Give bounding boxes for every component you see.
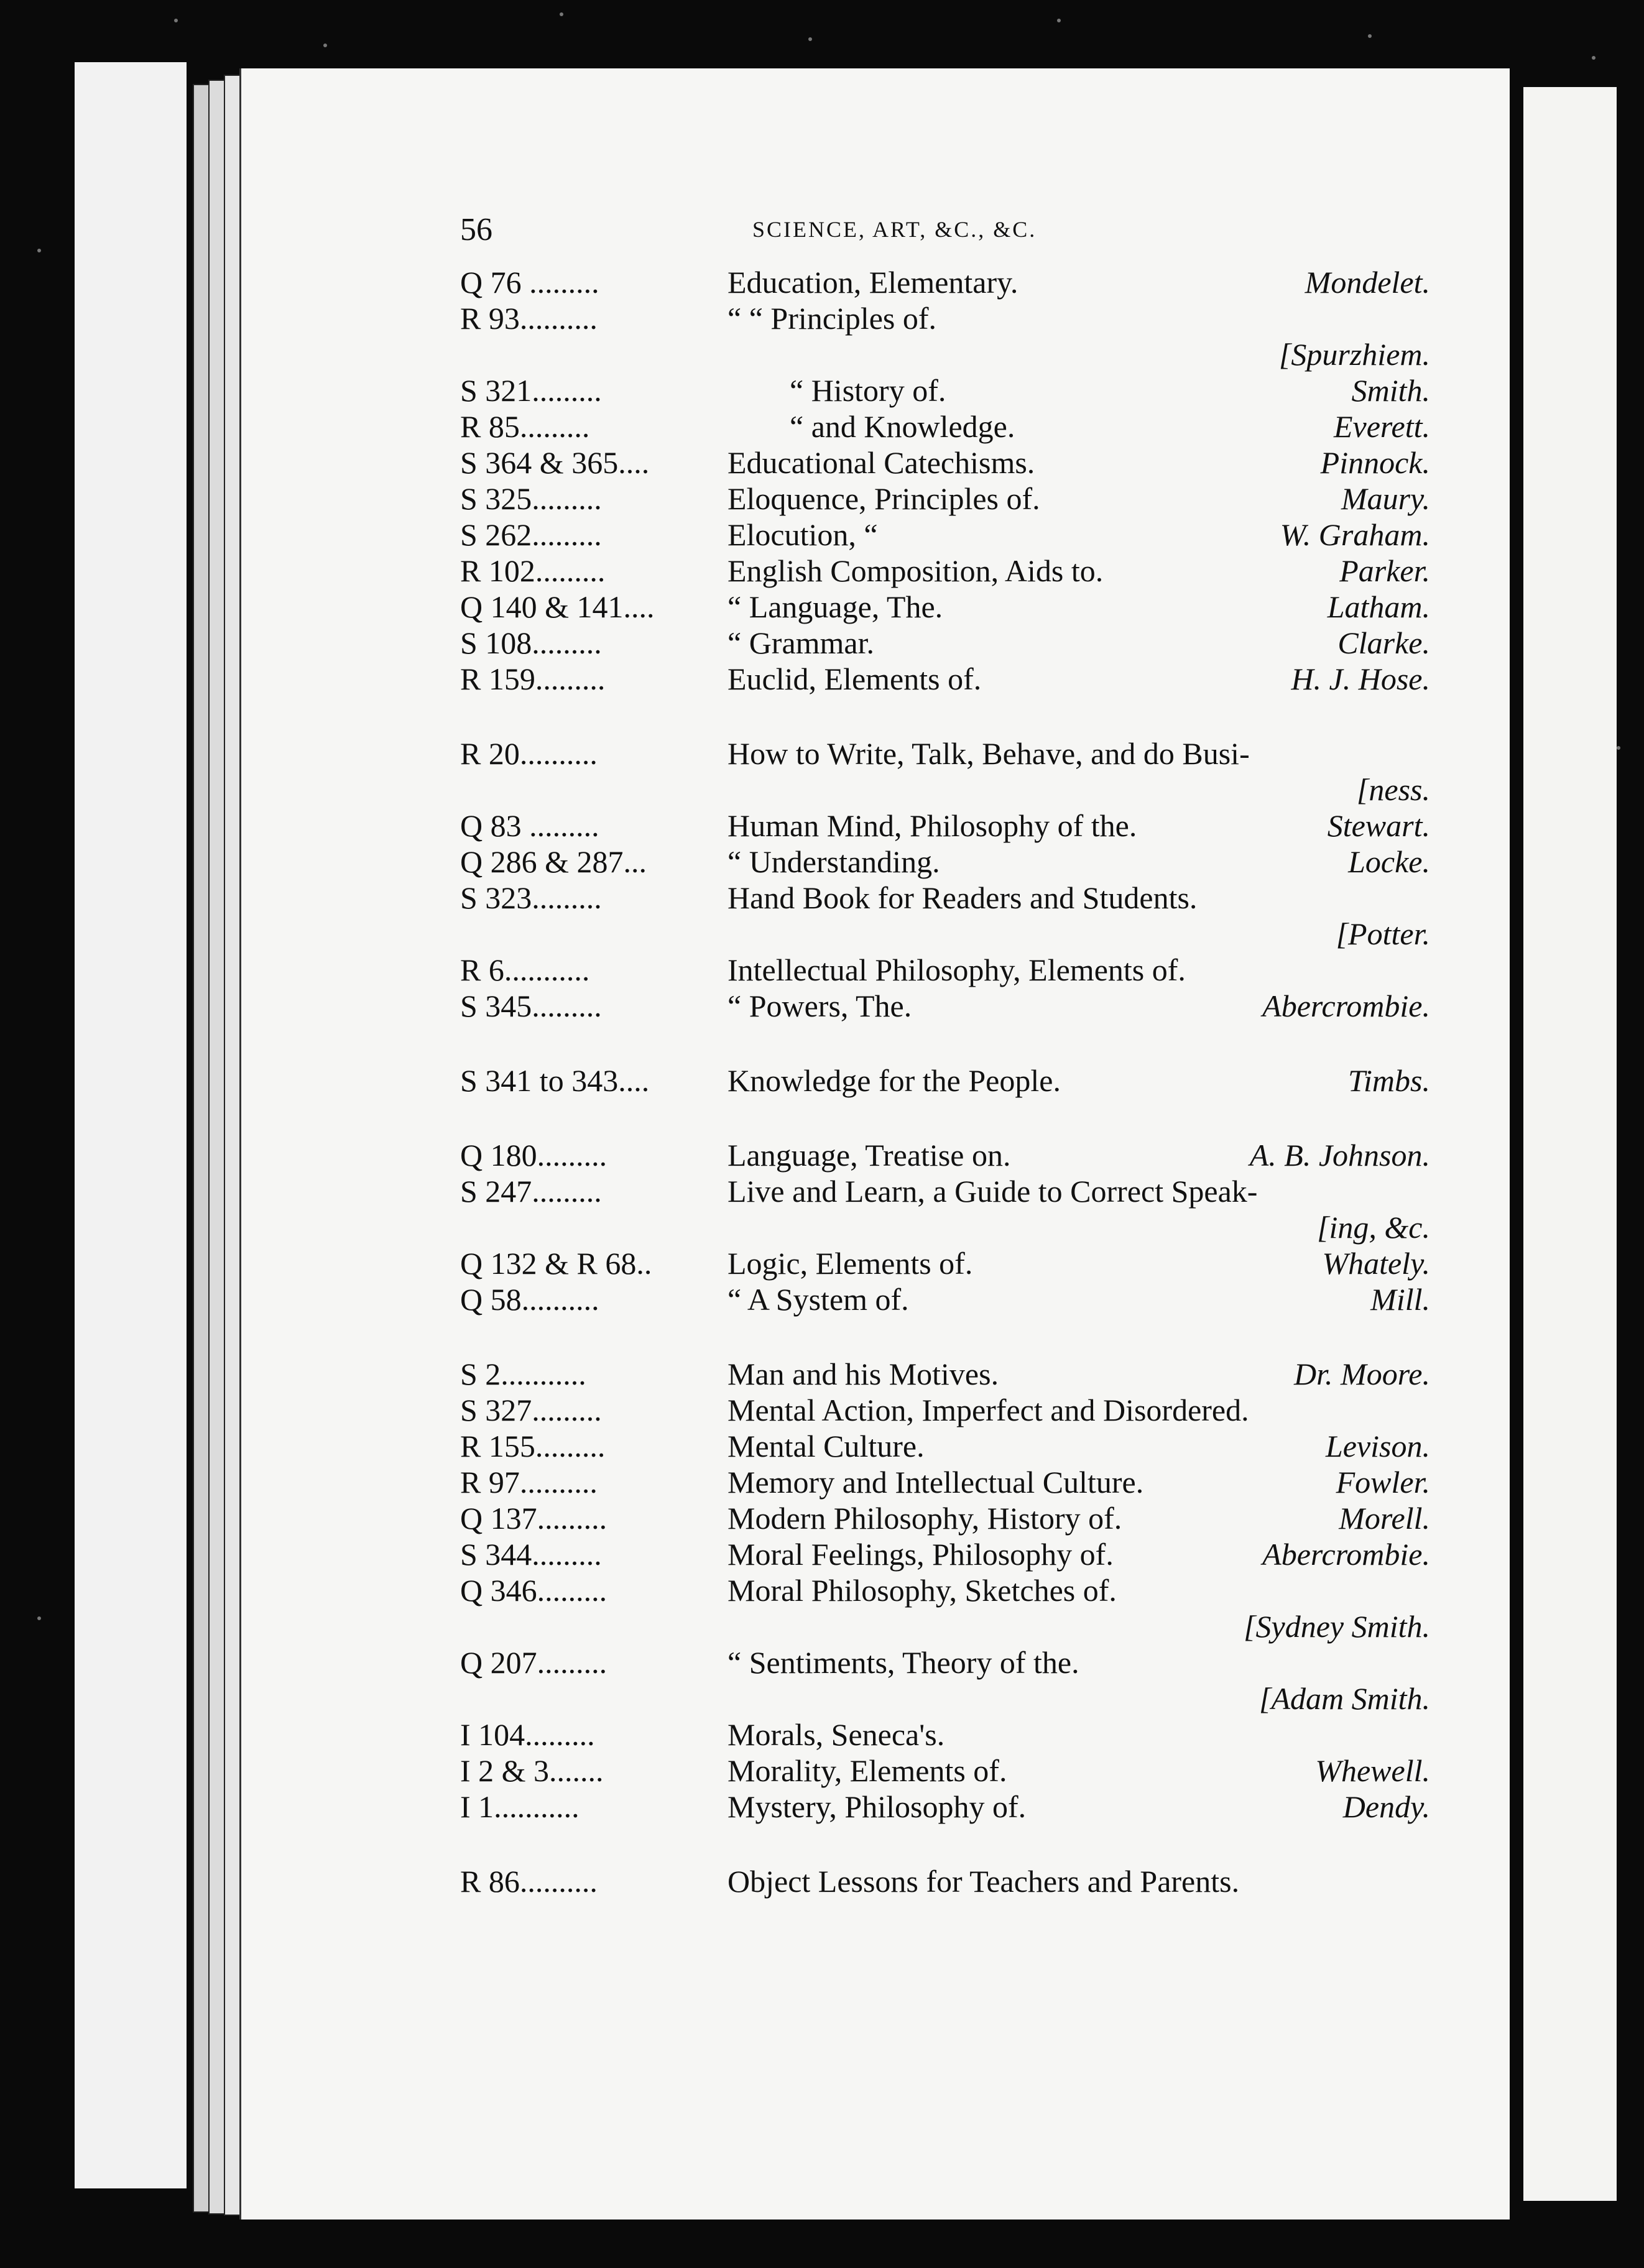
scan-speck — [1592, 56, 1596, 60]
entry-title: Human Mind, Philosophy of the. — [727, 808, 1137, 843]
entry-title: Intellectual Philosophy, Elements of. — [727, 952, 1186, 987]
entry-title: Hand Book for Readers and Students. — [727, 880, 1198, 915]
shelf-code: I 2 & 3....... — [460, 1753, 604, 1788]
shelf-code: R 85......... — [460, 409, 590, 444]
entry-title: Moral Feelings, Philosophy of. — [727, 1537, 1114, 1572]
catalogue-entry — [460, 1428, 1430, 1464]
entry-continuation: [Adam Smith. — [1259, 1681, 1430, 1716]
catalogue-entry — [460, 1572, 1430, 1644]
entry-title: “ and Knowledge. — [790, 409, 1015, 444]
entry-continuation: [ness. — [1356, 772, 1430, 807]
entry-author: Latham. — [1327, 589, 1430, 624]
catalogue-entry — [460, 1392, 1430, 1428]
catalogue-entry — [460, 517, 1430, 553]
catalogue-entry — [460, 1536, 1430, 1572]
entry-title: Logic, Elements of. — [727, 1246, 973, 1281]
entry-title: Knowledge for the People. — [727, 1063, 1061, 1098]
catalogue-entry — [460, 1245, 1430, 1281]
entry-title: “ Powers, The. — [727, 989, 912, 1023]
entry-author: Smith. — [1351, 373, 1430, 408]
shelf-code: S 247......... — [460, 1174, 602, 1209]
entry-author: Abercrombie. — [1262, 989, 1430, 1023]
shelf-code: I 104......... — [460, 1717, 595, 1752]
entry-author: Dr. Moore. — [1294, 1357, 1430, 1391]
entry-title: “ A System of. — [727, 1282, 909, 1317]
catalogue-entry — [460, 1356, 1430, 1392]
shelf-code: R 86.......... — [460, 1864, 598, 1899]
shelf-code: S 323......... — [460, 880, 602, 915]
entry-author: Abercrombie. — [1262, 1537, 1430, 1572]
scan-speck — [323, 44, 327, 47]
entry-title: “ “ Principles of. — [727, 301, 937, 336]
entry-continuation: [Spurzhiem. — [1278, 337, 1430, 372]
shelf-code: Q 346......... — [460, 1573, 607, 1608]
shelf-code: S 344......... — [460, 1537, 602, 1572]
entry-author: Whately. — [1322, 1246, 1430, 1281]
entry-title: Mystery, Philosophy of. — [727, 1789, 1027, 1824]
shelf-code: R 155......... — [460, 1429, 606, 1464]
catalogue-entry — [460, 1063, 1430, 1099]
catalogue-entry — [460, 625, 1430, 661]
catalogue-entry — [460, 481, 1430, 517]
entry-title: Man and his Motives. — [727, 1357, 999, 1391]
catalogue-entry — [460, 1863, 1430, 1899]
catalogue-entry — [460, 1753, 1430, 1789]
page-number: 56 — [460, 212, 492, 247]
shelf-code: S 2........... — [460, 1357, 586, 1391]
catalogue-entry — [460, 553, 1430, 589]
page-header — [460, 211, 1393, 255]
shelf-code: R 20.......... — [460, 736, 598, 771]
catalogue-entry — [460, 1173, 1430, 1245]
entry-title: Moral Philosophy, Sketches of. — [727, 1573, 1117, 1608]
entry-title: Live and Learn, a Guide to Correct Speak- — [727, 1174, 1258, 1209]
shelf-code: Q 286 & 287... — [460, 844, 647, 879]
catalogue-entry — [460, 589, 1430, 625]
entry-title: “ Understanding. — [727, 844, 940, 879]
shelf-code: Q 132 & R 68.. — [460, 1246, 652, 1281]
entry-title: Modern Philosophy, History of. — [727, 1501, 1122, 1536]
shelf-code: S 327......... — [460, 1393, 602, 1427]
shelf-code: Q 58.......... — [460, 1282, 599, 1317]
catalogue-entry — [460, 880, 1430, 952]
scanner-margin — [75, 62, 187, 2188]
catalogue-entry — [460, 408, 1430, 445]
catalogue-entry — [460, 445, 1430, 481]
shelf-code: Q 76 ......... — [460, 265, 599, 300]
shelf-code: Q 83 ......... — [460, 808, 599, 843]
catalogue-entry — [460, 988, 1430, 1024]
catalogue-entry — [460, 1789, 1430, 1825]
catalogue-entry — [460, 300, 1430, 372]
entry-title: “ History of. — [790, 373, 946, 408]
entry-title: Language, Treatise on. — [727, 1138, 1011, 1173]
entry-continuation: [Potter. — [1336, 916, 1430, 951]
shelf-code: S 345......... — [460, 989, 602, 1023]
shelf-code: R 93.......... — [460, 301, 598, 336]
shelf-code: I 1........... — [460, 1789, 580, 1824]
catalogue-entry — [460, 844, 1430, 880]
entry-continuation: [ing, &c. — [1317, 1210, 1430, 1245]
scan-speck — [1057, 19, 1061, 22]
entry-author: Stewart. — [1327, 808, 1430, 843]
shelf-code: S 321......... — [460, 373, 602, 408]
entry-author: A. B. Johnson. — [1249, 1138, 1430, 1173]
shelf-code: S 262......... — [460, 517, 602, 552]
entry-author: Levison. — [1325, 1429, 1430, 1464]
catalogue-entry — [460, 952, 1430, 988]
catalogue-entry — [460, 1644, 1430, 1717]
entry-author: Parker. — [1339, 553, 1430, 588]
scan-speck — [1617, 746, 1620, 750]
entry-author: Maury. — [1341, 481, 1430, 516]
scan-speck — [174, 19, 178, 22]
entry-author: Whewell. — [1315, 1753, 1430, 1788]
shelf-code: R 97.......... — [460, 1465, 598, 1500]
scan-speck — [808, 37, 812, 41]
catalogue-entries — [460, 264, 1430, 1899]
catalogue-entry — [460, 1464, 1430, 1500]
shelf-code: R 102......... — [460, 553, 606, 588]
catalogue-entry — [460, 808, 1430, 844]
catalogue-entry — [460, 264, 1430, 300]
entry-title: Educational Catechisms. — [727, 445, 1035, 480]
entry-author: Locke. — [1348, 844, 1430, 879]
scan-speck — [1368, 34, 1372, 38]
scan-speck — [37, 249, 41, 252]
entry-title: Memory and Intellectual Culture. — [727, 1465, 1144, 1500]
catalogue-entry — [460, 1500, 1430, 1536]
running-head: SCIENCE, ART, &C., &C. — [752, 217, 1037, 242]
entry-title: Eloquence, Principles of. — [727, 481, 1040, 516]
entry-title: Euclid, Elements of. — [727, 662, 982, 696]
entry-author: Clarke. — [1337, 625, 1430, 660]
entry-author: Mill. — [1370, 1282, 1430, 1317]
shelf-code: S 325......... — [460, 481, 602, 516]
entry-author: H. J. Hose. — [1291, 662, 1430, 696]
entry-author: Pinnock. — [1320, 445, 1430, 480]
entry-title: Elocution, “ — [727, 517, 878, 552]
entry-title: “ Grammar. — [727, 625, 875, 660]
facing-page — [1523, 87, 1617, 2201]
shelf-code: Q 137......... — [460, 1501, 607, 1536]
entry-author: Timbs. — [1347, 1063, 1430, 1098]
shelf-code: R 159......... — [460, 662, 606, 696]
entry-author: Morell. — [1339, 1501, 1430, 1536]
entry-title: Mental Action, Imperfect and Disordered. — [727, 1393, 1249, 1427]
catalogue-entry — [460, 1137, 1430, 1173]
entry-title: English Composition, Aids to. — [727, 553, 1104, 588]
entry-continuation: [Sydney Smith. — [1244, 1609, 1430, 1644]
catalogue-entry — [460, 1281, 1430, 1317]
entry-title: How to Write, Talk, Behave, and do Busi- — [727, 736, 1250, 771]
shelf-code: S 108......... — [460, 625, 602, 660]
catalogue-entry — [460, 661, 1430, 697]
shelf-code: Q 180......... — [460, 1138, 607, 1173]
entry-title: Morals, Seneca's. — [727, 1717, 945, 1752]
entry-author: Mondelet. — [1305, 265, 1430, 300]
entry-title: Morality, Elements of. — [727, 1753, 1007, 1788]
entry-title: “ Language, The. — [727, 589, 943, 624]
scan-speck — [37, 1616, 41, 1620]
entry-title: Education, Elementary. — [727, 265, 1018, 300]
shelf-code: Q 207......... — [460, 1645, 607, 1680]
shelf-code: S 364 & 365.... — [460, 445, 650, 480]
scan-speck — [560, 12, 563, 16]
shelf-code: S 341 to 343.... — [460, 1063, 650, 1098]
entry-title: Object Lessons for Teachers and Parents. — [727, 1864, 1240, 1899]
entry-author: Fowler. — [1336, 1465, 1430, 1500]
entry-author: W. Graham. — [1280, 517, 1430, 552]
entry-author: Dendy. — [1342, 1789, 1430, 1824]
shelf-code: R 6........... — [460, 952, 590, 987]
catalogue-entry — [460, 372, 1430, 408]
catalogue-entry — [460, 1717, 1430, 1753]
catalogue-entry — [460, 735, 1430, 808]
entry-title: “ Sentiments, Theory of the. — [727, 1645, 1079, 1680]
entry-author: Everett. — [1333, 409, 1430, 444]
shelf-code: Q 140 & 141.... — [460, 589, 655, 624]
entry-title: Mental Culture. — [727, 1429, 925, 1464]
